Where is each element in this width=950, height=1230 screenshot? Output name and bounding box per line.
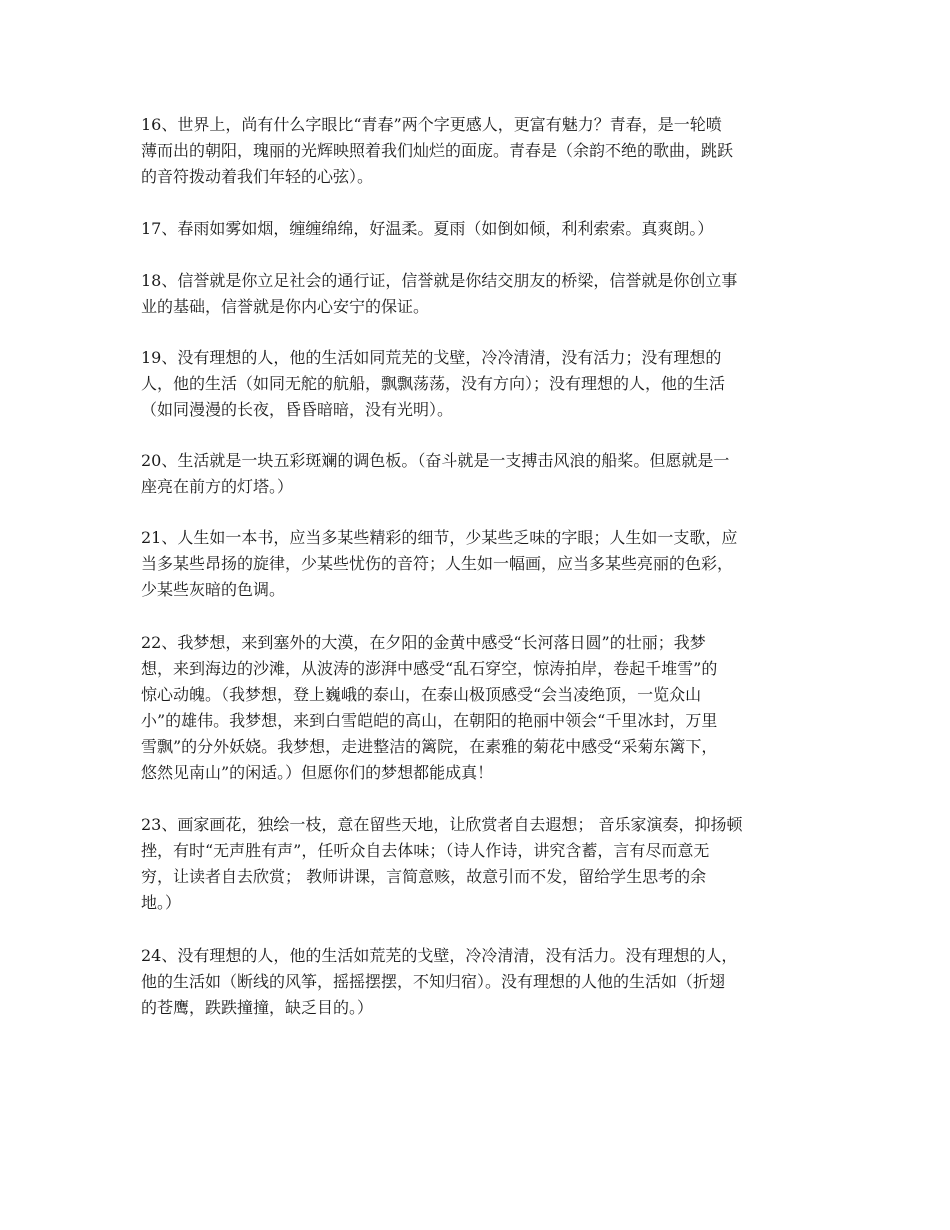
paragraph-16 [141, 112, 817, 190]
text-line: 小”的雄伟。我梦想，来到白雪皑皑的高山，在朝阳的艳丽中领会“千里冰封，万里 [141, 711, 718, 730]
text-line: 想，来到海边的沙滩，从波涛的澎湃中感受“乱石穿空，惊涛拍岸，卷起千堆雪”的 [141, 659, 718, 678]
text-line: 少某些灰暗的色调。 [141, 580, 286, 599]
text-line: 人，他的生活（如同无舵的航船，飘飘荡荡，没有方向）；没有理想的人，他的生活 [141, 374, 726, 393]
text-line: 的苍鹰，跌跌撞撞，缺乏目的。） [141, 998, 374, 1017]
paragraph-21 [141, 525, 817, 603]
text-line: 他的生活如（断线的风筝，摇摇摆摆，不知归宿）。没有理想的人他的生活如（折翅 [141, 972, 726, 991]
text-line: 18、信誉就是你立足社会的通行证，信誉就是你结交朋友的桥梁，信誉就是你创立事 [141, 271, 738, 290]
text-line: 22、我梦想，来到塞外的大漠，在夕阳的金黄中感受“长河落日圆”的壮丽；我梦 [141, 633, 706, 652]
text-line: （如同漫漫的长夜，昏昏暗暗，没有光明）。 [141, 400, 454, 419]
text-line: 地。） [141, 893, 182, 912]
text-line: 21、人生如一本书，应当多某些精彩的细节，少某些乏味的字眼；人生如一支歌，应 [141, 528, 738, 547]
text-line: 座亮在前方的灯塔。） [141, 477, 294, 496]
text-line: 16、世界上，尚有什么字眼比“青春”两个字更感人，更富有魅力？青春，是一轮喷 [141, 115, 722, 134]
text-line: 19、没有理想的人，他的生活如同荒芜的戈壁，冷冷清清，没有活力；没有理想的 [141, 348, 722, 367]
paragraph-18 [141, 268, 817, 320]
text-line: 当多某些昂扬的旋律，少某些忧伤的音符；人生如一幅画，应当多某些亮丽的色彩， [141, 554, 734, 573]
paragraph-20 [141, 448, 817, 500]
text-line: 穷，让读者自去欣赏； 教师讲课，言简意赅，故意引而不发，留给学生思考的余 [141, 867, 707, 886]
paragraph-17 [141, 216, 817, 242]
text-line: 薄而出的朝阳，瑰丽的光辉映照着我们灿烂的面庞。青春是（余韵不绝的歌曲，跳跃 [141, 141, 734, 160]
paragraph-24 [141, 943, 817, 1021]
text-line: 的音符拨动着我们年轻的心弦）。 [141, 167, 374, 186]
text-line: 悠然见南山”的闲适。）但愿你们的梦想都能成真！ [141, 763, 494, 782]
text-line: 24、没有理想的人，他的生活如荒芜的戈壁，冷冷清清，没有活力。没有理想的人， [141, 946, 738, 965]
paragraph-22 [141, 630, 817, 786]
text-line: 惊心动魄。（我梦想，登上巍峨的泰山，在泰山极顶感受“会当凌绝顶，一览众山 [141, 685, 702, 704]
text-line: 雪飘”的分外妖娆。我梦想，走进整洁的篱院，在素雅的菊花中感受“采菊东篱下， [141, 737, 718, 756]
text-line: 业的基础，信誉就是你内心安宁的保证。 [141, 297, 430, 316]
text-line: 挫，有时“无声胜有声”，任听众自去体味；（诗人作诗，讲究含蓄，言有尽而意无 [141, 841, 710, 860]
text-line: 17、春雨如雾如烟，缠缠绵绵，好温柔。夏雨（如倒如倾，利利索索。真爽朗。） [141, 219, 714, 238]
paragraph-19 [141, 345, 817, 423]
paragraph-23 [141, 812, 817, 916]
text-line: 20、生活就是一块五彩斑斓的调色板。（奋斗就是一支搏击风浪的船桨。但愿就是一 [141, 451, 730, 470]
text-line: 23、画家画花，独绘一枝，意在留些天地，让欣赏者自去遐想； 音乐家演奏，抑扬顿 [141, 815, 743, 834]
